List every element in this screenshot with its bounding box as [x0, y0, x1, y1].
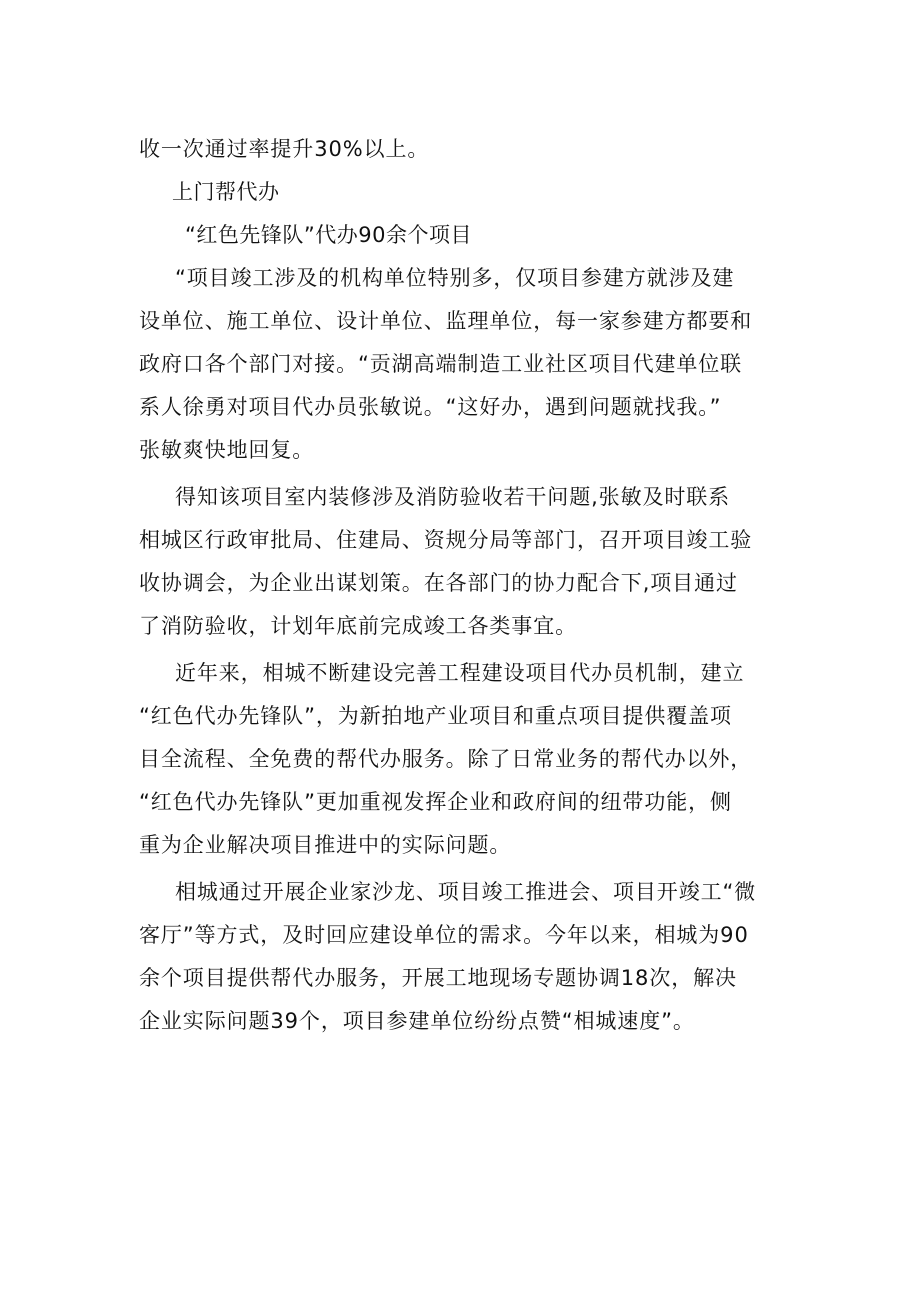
- paragraph-line: 得知该项目室内装修涉及消防验收若干问题,张敏及时联系: [175, 485, 731, 509]
- section-subheading: “红色先锋队”代办90余个项目: [185, 223, 472, 247]
- paragraph-4: [139, 871, 784, 1043]
- paragraph-line: “红色代办先锋队”，为新拍地产业项目和重点项目提供覆盖项: [139, 704, 732, 728]
- paragraph-3: [139, 652, 784, 867]
- paragraph-line: 重为企业解决项目推进中的实际问题。: [139, 833, 512, 857]
- paragraph-line: “红色代办先锋队”更加重视发挥企业和政府间的纽带功能，侧: [139, 790, 732, 814]
- paragraph-line: 设单位、施工单位、设计单位、监理单位，每一家参建方都要和: [139, 309, 753, 333]
- paragraph-line: 余个项目提供帮代办服务，开展工地现场专题协调18次，解决: [139, 966, 737, 990]
- paragraph-line: 相城区行政审批局、住建局、资规分局等部门，召开项目竣工验: [139, 528, 753, 552]
- paragraph-line: 政府口各个部门对接。“贡湖高端制造工业社区项目代建单位联: [139, 352, 743, 376]
- paragraph-2: [139, 476, 784, 648]
- paragraph-line: 了消防验收，计划年底前完成竣工各类事宜。: [139, 614, 577, 638]
- paragraph-line: 收协调会，为企业出谋划策。在各部门的协力配合下,项目通过: [139, 571, 738, 595]
- paragraph-line: 相城通过开展企业家沙龙、项目竣工推进会、项目开竣工“微: [175, 880, 757, 904]
- paragraph-line: 系人徐勇对项目代办员张敏说。“这好办，遇到问题就找我。”: [139, 395, 722, 419]
- section-heading: 上门帮代办: [172, 180, 280, 204]
- paragraph-line: 收一次通过率提升30%以上。: [139, 137, 430, 161]
- paragraph-line: 张敏爽快地回复。: [139, 438, 315, 462]
- paragraph-line: 客厅”等方式，及时回应建设单位的需求。今年以来，相城为90: [139, 923, 749, 947]
- paragraph-line: 企业实际问题39个，项目参建单位纷纷点赞“相城速度”。: [139, 1009, 695, 1033]
- paragraph-line: “项目竣工涉及的机构单位特别多，仅项目参建方就涉及建: [175, 266, 735, 290]
- document-body: [139, 128, 784, 1043]
- paragraph-1: [139, 257, 784, 472]
- paragraph-line: 目全流程、全免费的帮代办服务。除了日常业务的帮代办以外，: [139, 747, 753, 771]
- paragraph-line: 近年来，相城不断建设完善工程建设项目代办员机制，建立: [175, 661, 745, 685]
